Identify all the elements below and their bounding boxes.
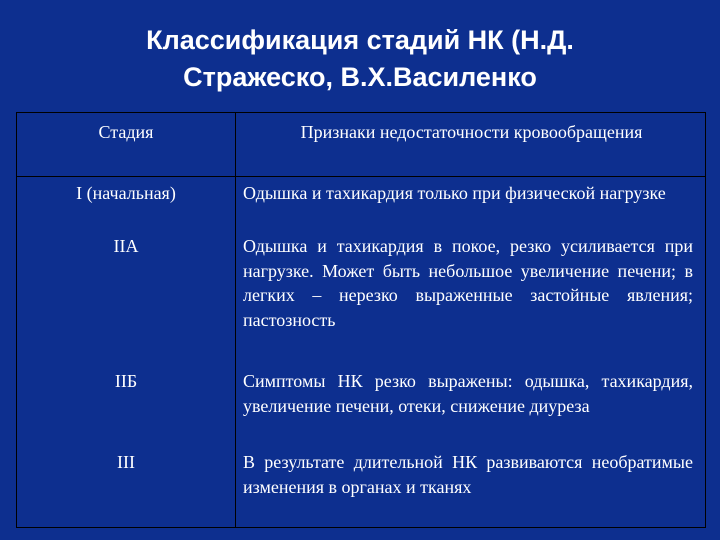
stage-label-3: III (117, 452, 135, 472)
stage-description-3: В результате длительной НК развиваются необратимые изменения в органах и тканях (243, 452, 693, 497)
classification-table (16, 112, 706, 528)
header-stage: Стадия (98, 122, 154, 142)
stage-description-2a: Одышка и тахикардия в покое, резко усиливается при нагрузке. Может быть небольшое увеличение печени; в легких – нерезко выраженные застойные явления; пастозность (243, 236, 693, 330)
stage-description-1: Одышка и тахикардия только при физической нагрузке (243, 183, 666, 203)
slide-title-line-1: Классификация стадий НК (Н.Д. (146, 25, 574, 55)
stage-label-1: I (начальная) (76, 183, 176, 203)
stage-label-2b: IIБ (114, 371, 138, 391)
slide-title-line-2: Стражеско, В.Х.Василенко (183, 62, 537, 92)
header-signs: Признаки недостаточности кровообращения (300, 122, 643, 142)
stage-description-2b: Симптомы НК резко выражены: одышка, тахикардия, увеличение печени, отеки, снижение диуреза (243, 371, 693, 416)
stage-label-2a: IIA (113, 236, 139, 256)
header-divider (17, 176, 705, 177)
slide-title (0, 22, 720, 96)
